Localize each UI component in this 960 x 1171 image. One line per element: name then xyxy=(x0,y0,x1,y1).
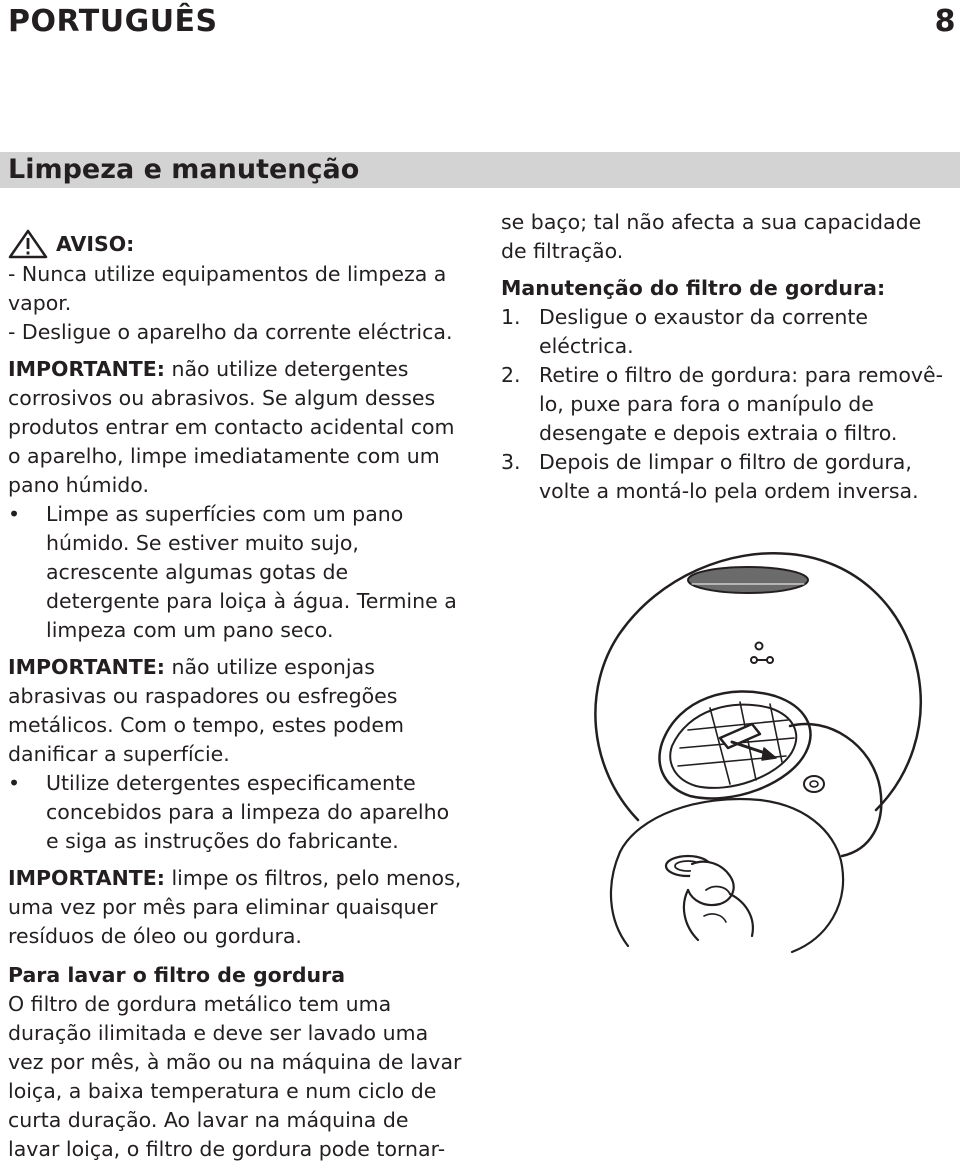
warning-heading xyxy=(8,228,463,260)
bullet-icon: • xyxy=(8,771,21,795)
important-note-3 xyxy=(8,864,463,951)
warning-label: AVISO: xyxy=(56,231,135,256)
step-text: Depois de limpar o filtro de gordura, volte a montá-lo pela ordem inversa. xyxy=(539,450,919,503)
step-number: 3. xyxy=(501,450,521,474)
step-item xyxy=(501,303,953,361)
right-column xyxy=(501,208,953,506)
warning-line-1: - Nunca utilize equipamentos de limpeza a vapor. xyxy=(8,262,447,315)
maintenance-heading: Manutenção do filtro de gordura: xyxy=(501,276,886,300)
step-text: Desligue o exaustor da corrente eléctrica. xyxy=(539,305,869,358)
step-number: 1. xyxy=(501,305,521,329)
left-column xyxy=(8,228,463,1164)
wash-text: O filtro de gordura metálico tem uma duração ilimitada e deve ser lavado uma vez por mês, à mão ou na máquina de lavar loiça, a baixa temperatura e num ciclo de curta duração. Ao lavar na máquina de lavar loiça, o filtro de gordura pode tornar- xyxy=(8,992,462,1161)
section-title: Limpeza e manutenção xyxy=(8,154,360,185)
step-number: 2. xyxy=(501,363,521,387)
warning-line-2: - Desligue o aparelho da corrente eléctrica. xyxy=(8,320,453,344)
page-number: 8 xyxy=(934,4,956,39)
important-label: IMPORTANTE: xyxy=(8,357,165,381)
step-item xyxy=(501,448,953,506)
warning-triangle-icon xyxy=(8,229,48,259)
step-text: Retire o filtro de gordura: para removê-lo, puxe para fora o manípulo de desengate e depois extraia o filtro. xyxy=(539,363,944,445)
important-note-1 xyxy=(8,355,463,500)
header-language: PORTUGUÊS xyxy=(8,4,218,39)
continuation-text: se baço; tal não afecta a sua capacidade de filtração. xyxy=(501,210,922,263)
important-text: não utilize esponjas abrasivas ou raspadores ou esfregões metálicos. Com o tempo, estes podem danificar a superfície. xyxy=(8,655,404,766)
important-text: não utilize detergentes corrosivos ou abrasivos. Se algum desses produtos entrar em contacto acidental com o aparelho, limpe imediatamente com um pano húmido. xyxy=(8,357,455,497)
bullet-item xyxy=(8,769,463,856)
important-label: IMPORTANTE: xyxy=(8,866,165,890)
step-item xyxy=(501,361,953,448)
hood-illustration xyxy=(580,548,950,968)
important-text: limpe os filtros, pelo menos, uma vez por mês para eliminar quaisquer resíduos de óleo ou gordura. xyxy=(8,866,462,948)
wash-heading: Para lavar o filtro de gordura xyxy=(8,963,346,987)
bullet-icon: • xyxy=(8,502,21,526)
important-note-2 xyxy=(8,653,463,769)
important-label: IMPORTANTE: xyxy=(8,655,165,679)
bullet-item xyxy=(8,500,463,645)
bullet-text: Utilize detergentes especificamente concebidos para a limpeza do aparelho e siga as instruções do fabricante. xyxy=(46,771,450,853)
bullet-text: Limpe as superfícies com um pano húmido. Se estiver muito sujo, acrescente algumas gotas de detergente para loiça à água. Termine a limpeza com um pano seco. xyxy=(46,502,457,642)
